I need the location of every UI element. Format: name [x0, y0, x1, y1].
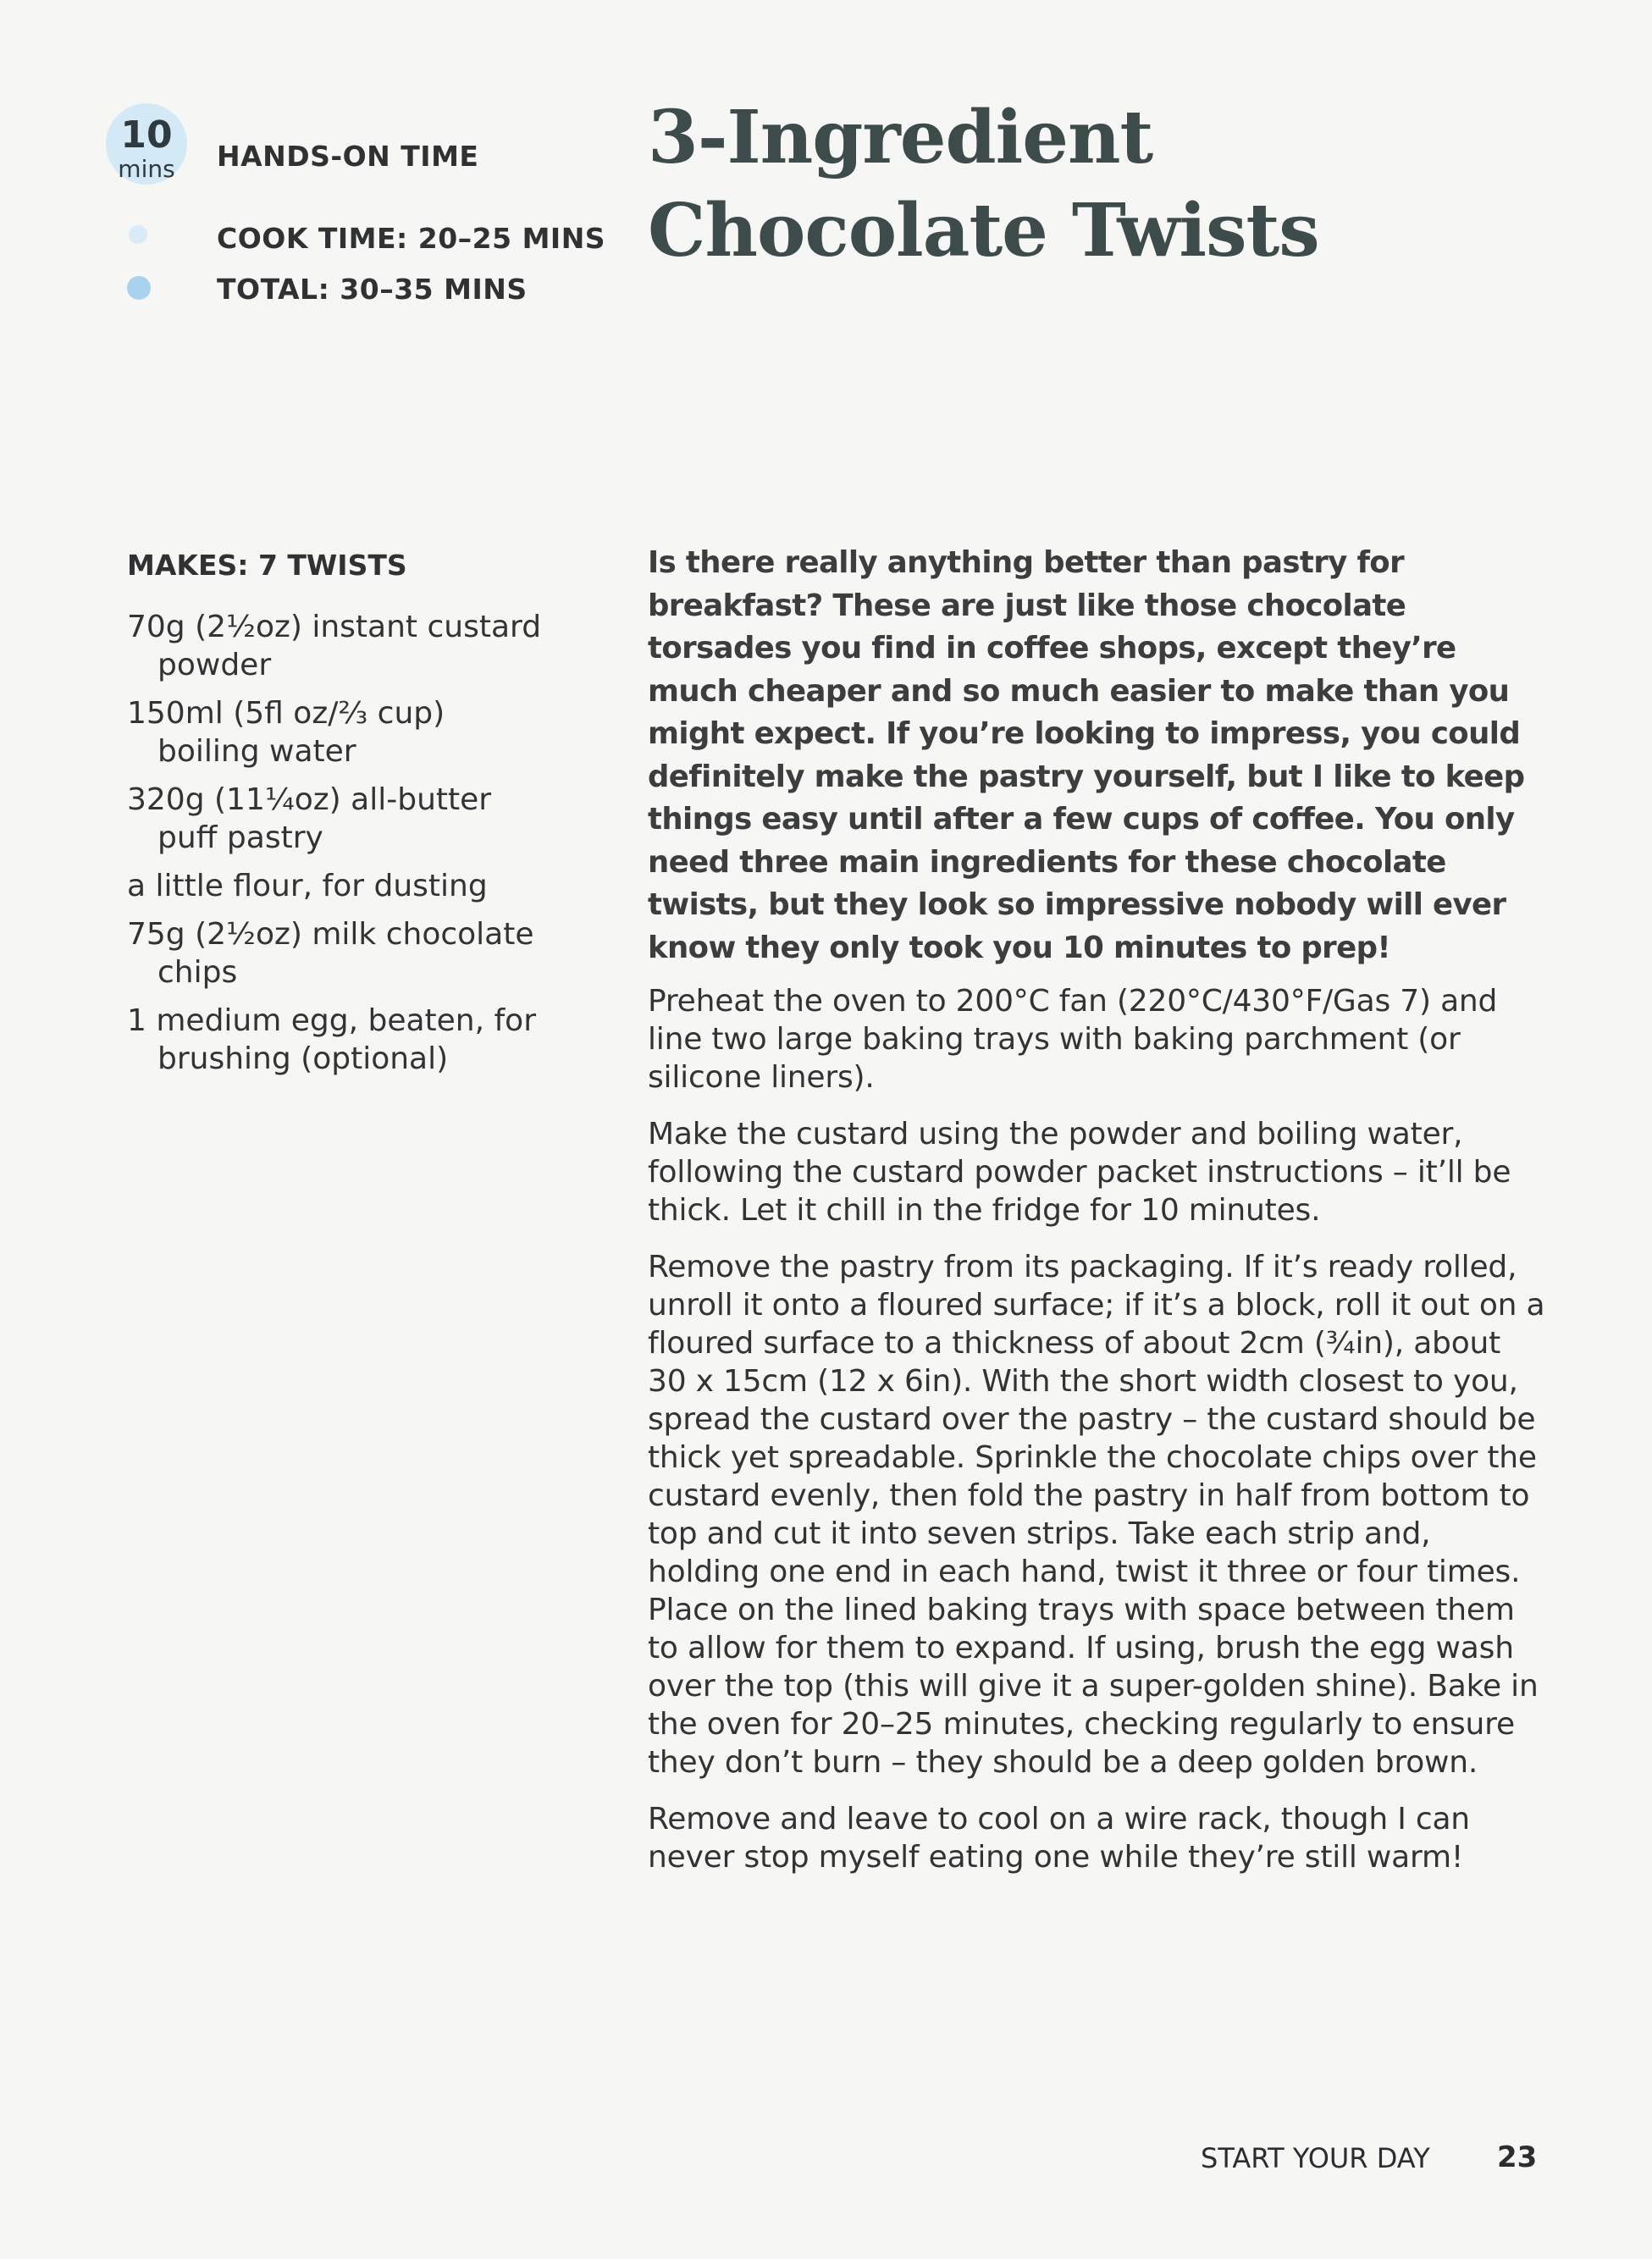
hands-on-time-value: 10: [120, 113, 173, 157]
yield-label: MAKES: 7 TWISTS: [127, 549, 407, 582]
total-time-dot-icon: [127, 276, 151, 300]
method-step: Remove the pastry from its packaging. If it’s ready rolled, unroll it onto a floured surface; if it’s a block, roll it out on a floured surface to a thickness of about 2cm (¾in), about 30 x 15cm (12 x 6in). With the short width closest to you, spread the custard over the pastry – the custard should be thick yet spreadable. Sprinkle the chocolate chips over the custard evenly, then fold the pastry in half from bottom to top and cut it into seven strips. Take each strip and, holding one end in each hand, twist it three or four times. Place on the lined baking trays with space between them to allow for them to expand. If using, brush the egg wash over the top (this will give it a super-golden shine). Bake in the oven for 20–25 minutes, checking regularly to ensure they don’t burn – they should be a deep golden brown.: [648, 1250, 1545, 1780]
recipe-title-line-1: 3-Ingredient: [648, 95, 1153, 180]
total-time-label: TOTAL: 30–35 MINS: [217, 273, 528, 306]
cook-time-dot-icon: [129, 225, 147, 244]
hands-on-time-unit: mins: [118, 155, 175, 183]
cook-time-label: COOK TIME: 20–25 MINS: [217, 222, 606, 255]
recipe-title-line-2: Chocolate Twists: [648, 188, 1319, 273]
method-step: Preheat the oven to 200°C fan (220°C/430°F/Gas 7) and line two large baking trays with baking parchment (or silicone liners).: [648, 984, 1498, 1095]
method-step: Remove and leave to cool on a wire rack, though I can never stop myself eating one while they’re still warm!: [648, 1802, 1470, 1875]
ingredient-item: 70g (2½oz) instant custard powder: [127, 610, 542, 682]
ingredient-item: 150ml (5fl oz/⅔ cup) boiling water: [127, 696, 445, 769]
ingredient-item: 320g (11¼oz) all-butter puff pastry: [127, 782, 492, 855]
ingredient-list: [127, 608, 550, 1088]
recipe-intro: Is there really anything better than pastry for breakfast? These are just like those chocolate torsades you find in coffee shops, except they’re much cheaper and so much easier to make than you might expect. If you’re looking to impress, you could definitely make the pastry yourself, but I like to keep things easy until after a few cups of coffee. You only need three main ingredients for these chocolate twists, but they look so impressive nobody will ever know they only took you 10 minutes to prep!: [648, 545, 1525, 965]
page-number: 23: [1497, 2140, 1538, 2174]
ingredient-item: 75g (2½oz) milk chocolate chips: [127, 917, 534, 990]
recipe-title: [648, 91, 1319, 278]
footer-section-title: START YOUR DAY: [1201, 2142, 1430, 2174]
ingredient-item: a little flour, for dusting: [127, 869, 488, 903]
method-steps: [648, 982, 1545, 1895]
ingredient-item: 1 medium egg, beaten, for brushing (optional): [127, 1003, 537, 1076]
hands-on-time-label: HANDS-ON TIME: [217, 140, 479, 173]
method-step: Make the custard using the powder and boiling water, following the custard powder packet instructions – it’ll be thick. Let it chill in the fridge for 10 minutes.: [648, 1117, 1511, 1228]
